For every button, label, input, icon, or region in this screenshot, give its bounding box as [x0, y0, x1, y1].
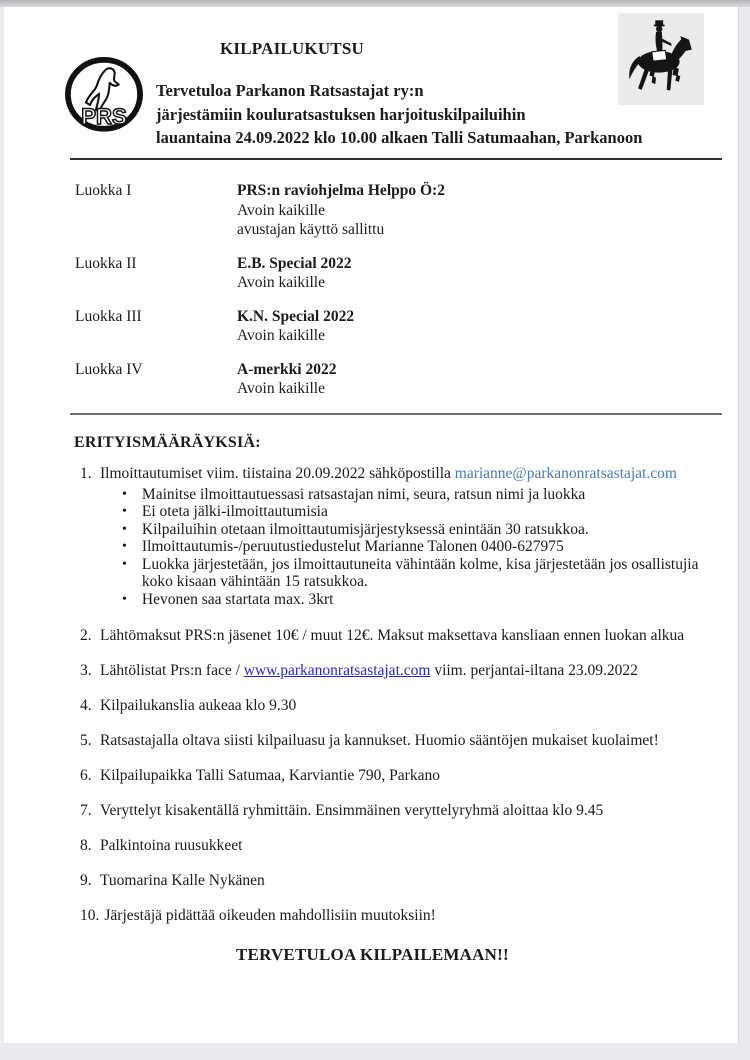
rule-item-8	[80, 836, 724, 855]
item-number: 10.	[80, 907, 100, 924]
bullet-icon: •	[122, 521, 127, 537]
rule-item-10	[80, 906, 724, 925]
item-content	[100, 464, 724, 611]
sub-bullet	[122, 503, 724, 521]
welcome-line-2: järjestämiin kouluratsastuksen harjoituskilpailuihin	[156, 104, 526, 124]
document-header	[4, 7, 738, 158]
item-number: 1.	[80, 464, 92, 482]
sub-bullet	[122, 556, 724, 591]
item-number: 9.	[80, 872, 92, 889]
email-link[interactable]: marianne@parkanonratsastajat.com	[454, 464, 677, 482]
item-number: 7.	[80, 802, 92, 819]
item-number: 8.	[80, 837, 92, 854]
bullet-icon: •	[122, 486, 127, 502]
window-top-edge	[0, 0, 750, 7]
item-text: Järjestäjä pidättää oikeuden mahdollisiin muutoksiin!	[104, 907, 436, 924]
class-name: K.N. Special 2022	[237, 307, 355, 325]
rule-item-3	[80, 661, 724, 680]
item-number: 2.	[80, 627, 92, 644]
horse-rider-icon	[618, 13, 704, 105]
sub-bullet-text: Hevonen saa startata max. 3krt	[141, 590, 334, 608]
item-number: 3.	[80, 662, 92, 679]
item-number: 4.	[80, 697, 92, 714]
item-text: Lähtömaksut PRS:n jäsenet 10€ / muut 12€. Maksut maksettava kansliaan ennen luokan alkua	[100, 627, 685, 644]
sub-bullet-text: Kilpailuihin otetaan ilmoittautumisjärjestyksessä enintään 30 ratsukkoa.	[141, 520, 589, 538]
class-info	[237, 307, 354, 346]
item-text: Kilpailukanslia aukeaa klo 9.30	[100, 697, 297, 714]
class-info	[237, 360, 336, 399]
special-rules-heading: ERITYISMÄÄRÄYKSIÄ:	[74, 433, 261, 451]
item-number: 5.	[80, 732, 92, 749]
header-divider	[70, 158, 722, 160]
bullet-icon: •	[122, 556, 127, 572]
class-info	[237, 254, 352, 293]
class-detail: Avoin kaikille	[237, 274, 325, 291]
closing-message: TERVETULOA KILPAILEMAAN!!	[236, 945, 509, 964]
item-number: 6.	[80, 767, 92, 784]
item-text: viim. perjantai-iltana 23.09.2022	[430, 662, 638, 679]
rule-item-1	[80, 464, 724, 611]
welcome-text	[156, 79, 642, 150]
item-text: Lähtölistat Prs:n face /	[100, 662, 244, 679]
rule-item-5	[80, 731, 724, 750]
class-name: E.B. Special 2022	[237, 254, 352, 272]
item-text: Tuomarina Kalle Nykänen	[100, 872, 265, 889]
dressage-horse-rider-image	[618, 13, 704, 105]
rule-item-4	[80, 696, 724, 715]
website-link[interactable]: www.parkanonratsastajat.com	[243, 662, 431, 679]
class-row-4	[75, 360, 738, 399]
item-text: Palkintoina ruusukkeet	[100, 837, 243, 854]
item-text: Veryttelyt kisakentällä ryhmittäin. Ensimmäinen veryttelyryhmä aloittaa klo 9.45	[100, 802, 604, 819]
rule-item-2	[80, 626, 724, 645]
rule-item-7	[80, 801, 724, 820]
bullet-icon: •	[122, 539, 127, 554]
class-row-1	[75, 181, 738, 240]
page-title: KILPAILUKUTSU	[220, 39, 364, 58]
section-divider	[70, 413, 722, 415]
class-list	[75, 181, 738, 399]
svg-text:PRS: PRS	[81, 103, 127, 129]
class-detail: Avoin kaikille	[237, 380, 325, 397]
welcome-line-3: lauantaina 24.09.2022 klo 10.00 alkaen Talli Satumaahan, Parkanoon	[156, 128, 643, 147]
class-label: Luokka III	[75, 307, 142, 325]
prs-horse-logo-icon	[63, 55, 145, 134]
item-content	[100, 661, 724, 680]
class-detail: Avoin kaikille	[237, 201, 325, 219]
class-detail: avustajan käyttö sallittu	[237, 221, 385, 238]
item-text: Ilmoittautumiset viim. tiistaina 20.09.2022 sähköpostilla	[100, 464, 455, 482]
sub-bullet	[122, 521, 724, 539]
sub-bullet	[122, 538, 724, 556]
sub-bullet	[122, 486, 724, 504]
class-detail: Avoin kaikille	[237, 327, 325, 344]
class-label: Luokka II	[75, 254, 137, 272]
sub-bullet-text: Luokka järjestetään, jos ilmoittautuneita vähintään kolme, kisa järjestetään jos osallistujia koko kisaan vähintään 15 ratsukkoa.	[141, 555, 699, 590]
sub-bullet-text: Ei oteta jälki-ilmoittautumisia	[141, 503, 328, 520]
sub-bullet	[122, 591, 724, 609]
bullet-icon: •	[122, 591, 127, 607]
welcome-line-1: Tervetuloa Parkanon Ratsastajat ry:n	[156, 81, 424, 100]
item-text: Kilpailupaikka Talli Satumaa, Karviantie 790, Parkano	[100, 767, 440, 784]
special-rules-list	[80, 464, 724, 926]
document-page	[4, 7, 739, 1043]
sub-bullet-text: Ilmoittautumis-/peruutustiedustelut Marianne Talonen 0400-627975	[141, 538, 564, 555]
class-row-2	[75, 254, 738, 293]
bullet-icon: •	[122, 504, 127, 519]
rule-1-sub-bullets	[100, 486, 724, 609]
class-label: Luokka I	[75, 182, 132, 199]
class-info	[237, 181, 445, 240]
item-text: Ratsastajalla oltava siisti kilpailuasu ja kannukset. Huomio sääntöjen mukaiset kuolaimet!	[100, 732, 659, 749]
prs-club-logo	[63, 55, 145, 133]
class-row-3	[75, 307, 738, 346]
rule-item-6	[80, 766, 724, 785]
sub-bullet-text: Mainitse ilmoittautuessasi ratsastajan nimi, seura, ratsun nimi ja luokka	[141, 485, 586, 503]
class-label: Luokka IV	[75, 360, 143, 378]
class-name: A-merkki 2022	[237, 360, 337, 378]
class-name: PRS:n raviohjelma Helppo Ö:2	[237, 182, 445, 199]
rule-item-9	[80, 871, 724, 890]
